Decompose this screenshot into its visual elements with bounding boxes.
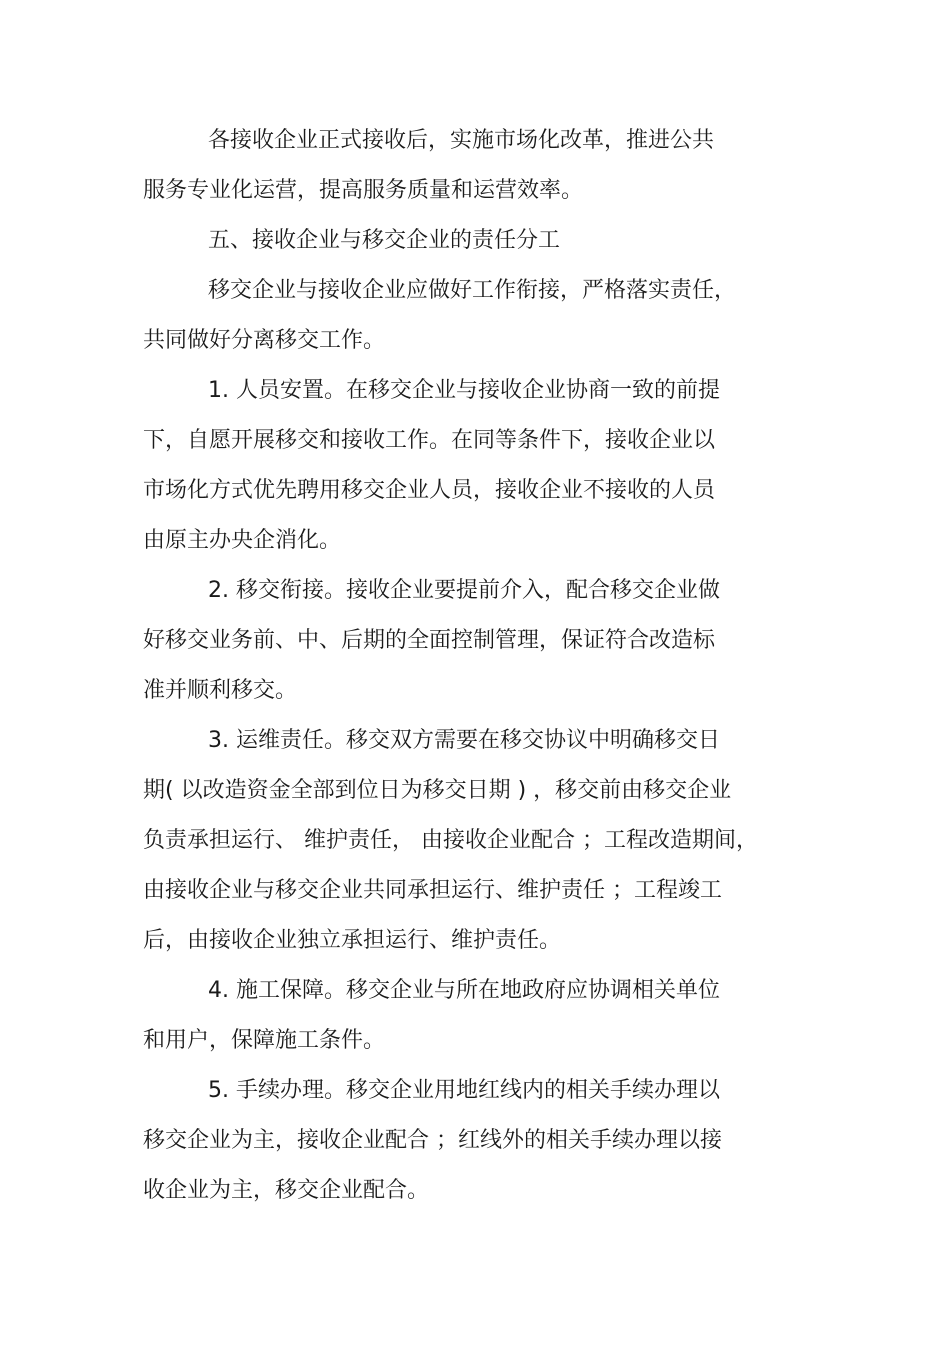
- paragraph-line: 4. 施工保障。移交企业与所在地政府应协调相关单位: [208, 978, 720, 1003]
- paragraph-line: 期( 以改造资金全部到位日为移交日期 ) ，移交前由移交企业: [143, 778, 732, 803]
- paragraph-line: 移交企业为主，接收企业配合 ；红线外的相关手续办理以接: [143, 1128, 722, 1153]
- paragraph-line: 由原主办央企消化。: [143, 528, 342, 553]
- paragraph-line: 好移交业务前、中、后期的全面控制管理，保证符合改造标: [143, 628, 716, 653]
- paragraph-line: 移交企业与接收企业应做好工作衔接，严格落实责任，: [208, 278, 737, 303]
- paragraph-line: 准并顺利移交。: [143, 678, 298, 703]
- paragraph-line: 由接收企业与移交企业共同承担运行、维护责任 ；工程竣工: [143, 878, 722, 903]
- paragraph-line: 市场化方式优先聘用移交企业人员，接收企业不接收的人员: [143, 478, 716, 503]
- paragraph-line: 1. 人员安置。在移交企业与接收企业协商一致的前提: [208, 378, 720, 403]
- paragraph-line: 3. 运维责任。移交双方需要在移交协议中明确移交日: [208, 728, 720, 753]
- paragraph-line: 各接收企业正式接收后，实施市场化改革，推进公共: [208, 128, 715, 153]
- paragraph-line: 下，自愿开展移交和接收工作。在同等条件下，接收企业以: [143, 428, 716, 453]
- paragraph-line: 负责承担运行、 维护责任， 由接收企业配合 ；工程改造期间，: [143, 828, 758, 853]
- paragraph-line: 共同做好分离移交工作。: [143, 328, 386, 353]
- paragraph-line: 5. 手续办理。移交企业用地红线内的相关手续办理以: [208, 1078, 720, 1103]
- section-heading: 五、接收企业与移交企业的责任分工: [208, 228, 561, 253]
- paragraph-line: 服务专业化运营，提高服务质量和运营效率。: [143, 178, 584, 203]
- paragraph-line: 2. 移交衔接。接收企业要提前介入，配合移交企业做: [208, 578, 720, 603]
- paragraph-line: 和用户，保障施工条件。: [143, 1028, 386, 1053]
- paragraph-line: 后，由接收企业独立承担运行、维护责任。: [143, 928, 562, 953]
- paragraph-line: 收企业为主，移交企业配合。: [143, 1178, 430, 1203]
